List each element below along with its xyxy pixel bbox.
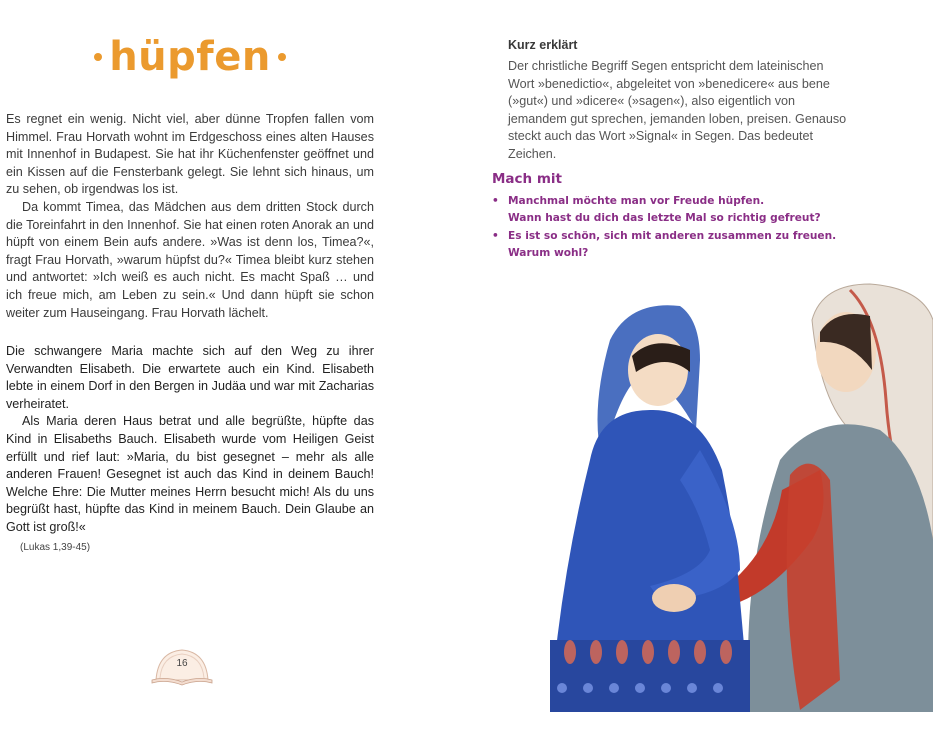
story-paragraph-2: Da kommt Timea, das Mädchen aus dem dritten Stock durch die Toreinfahrt in den Innenhof. Sie hat einen roten Anorak an und hüpft von einem Bein aufs andere. »Was ist denn los, Timea?«, fragt Frau Horvath, »warum hüpfst du?« Timea bleibt kurz stehen und antwortet: »Ich weiß es auch nicht. Es macht Spaß … und ich freue mich, am Leben zu sein.« Und dann hüpft sie schon weiter zum Hauseingang. Frau Horvath lächelt.	[6, 199, 374, 320]
bible-paragraph-2: Als Maria deren Haus betrat und alle begrüßte, hüpfte das Kind in Elisabeths Bauch. Elisabeth wurde vom Heiligen Geist erfüllt und rief laut: »Maria, du bist gesegnet – mehr als alle anderen Frauen! Gesegnet ist auch das Kind in deinem Bauch! Welche Ehre: Die Mutter meines Herrn besucht mich! Als du uns begrüßt hast, hüpfte das Kind in meinem Bauch. Dein Glaube an Gott ist groß!«	[6, 414, 374, 534]
page-title-text: hüpfen	[109, 34, 271, 80]
bible-paragraph-1: Die schwangere Maria machte sich auf den Weg zu ihrer Verwandten Elisabeth. Die erwartete auch ein Kind. Elisabeth lebte in einem Dorf in den Bergen in Judäa und war mit Zacharias verheiratet.	[6, 344, 374, 411]
mach-mit-item	[492, 228, 852, 263]
maria-elisabeth-illustration	[550, 280, 933, 712]
page-title	[0, 34, 380, 80]
title-dot-left	[94, 53, 102, 61]
bible-reference: (Lukas 1,39-45)	[20, 541, 91, 553]
title-dot-right	[278, 53, 286, 61]
mach-mit-list	[492, 193, 852, 263]
kurz-erklaert-text	[508, 58, 848, 164]
kurz-erklaert-paragraph: Der christliche Begriff Segen entspricht dem lateinischen Wort »benedictio«, abgeleitet von »benedicere« aus bene (»gut«) und »dicere« (»sagen«), also eigentlich von jemandem gut sprechen, jemanden loben, preisen. Genauso steckt auch das Wort »Signal« in Segen. Das bedeutet Zeichen.	[508, 59, 847, 161]
story-text	[6, 111, 374, 322]
mach-mit-item-line: Wann hast du dich das letzte Mal so richtig gefreut?	[508, 212, 821, 225]
kurz-erklaert-heading: Kurz erklärt	[508, 38, 578, 52]
clasped-hands	[652, 584, 696, 612]
bible-text	[6, 343, 374, 556]
mach-mit-heading: Mach mit	[492, 171, 563, 187]
left-page	[0, 0, 466, 746]
mach-mit-item-line: • Manchmal möchte man vor Freude hüpfen.	[508, 195, 765, 207]
story-paragraph-1: Es regnet ein wenig. Nicht viel, aber dünne Tropfen fallen vom Himmel. Frau Horvath wohnt im Erdgeschoss eines alten Hauses mit Innenhof in Budapest. Sie hat ihr Küchenfenster geöffnet und ein Kissen auf die Fensterbank gelegt. Sie lehnt sich hinaus, um zu sehen, ob irgendwas los ist.	[6, 112, 374, 197]
page-number: 16	[176, 658, 188, 669]
mach-mit-item-line: • Es ist so schön, sich mit anderen zusammen zu freuen.	[508, 229, 837, 242]
mach-mit-item	[492, 193, 852, 228]
right-page	[466, 0, 933, 746]
mach-mit-item-line: Warum wohl?	[508, 247, 589, 260]
page-number-badge	[150, 644, 214, 688]
